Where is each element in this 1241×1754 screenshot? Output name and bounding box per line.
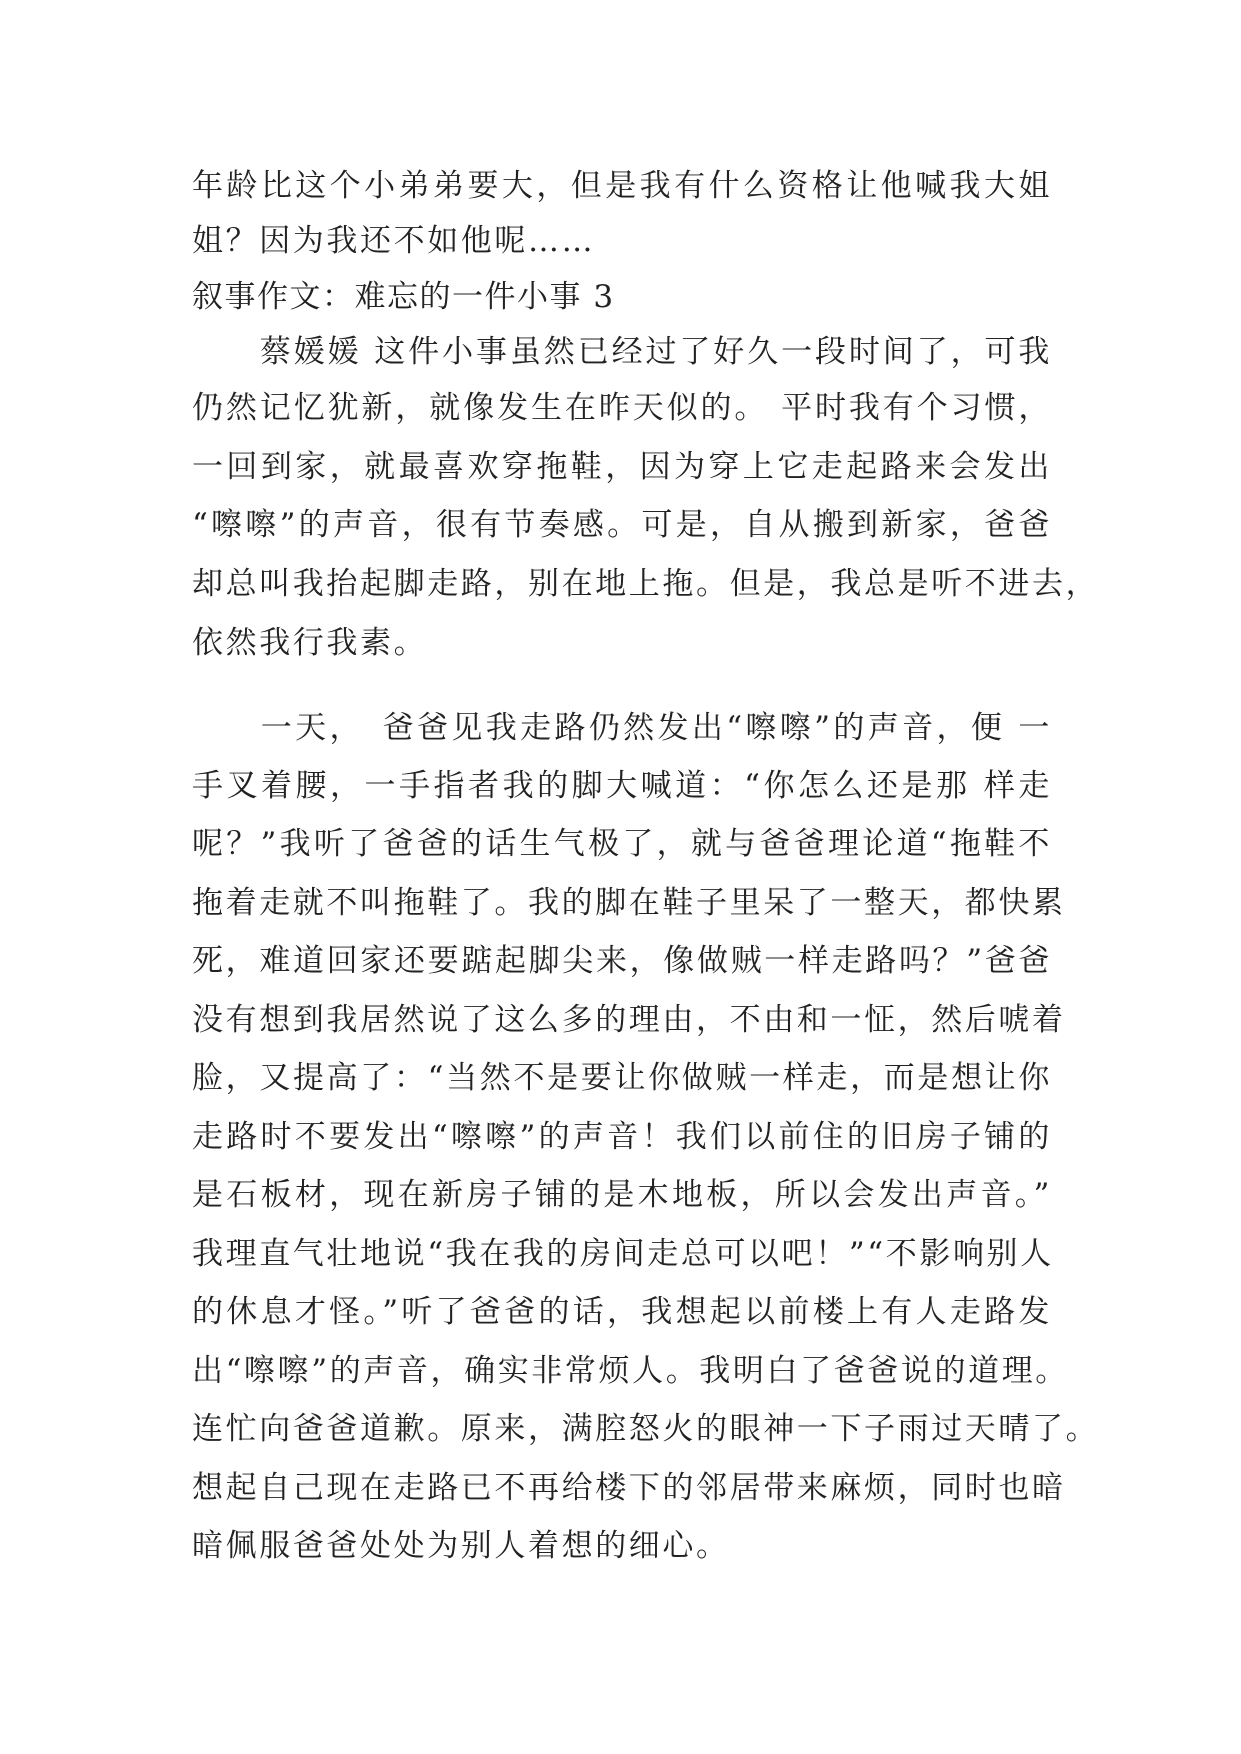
section-title: 叙事作文：难忘的一件小事 3 — [192, 279, 615, 315]
text-line: 想起自己现在走路已不再给楼下的邻居带来麻烦，同时也暗 — [192, 1470, 1066, 1506]
text-line: 连忙向爸爸道歉。原来，满腔怒火的眼神一下子雨过天晴了。 — [192, 1411, 1100, 1447]
text-line: 年龄比这个小弟弟要大，但是我有什么资格让他喊我大姐 — [192, 168, 1052, 204]
text-line: 死，难道回家还要踮起脚尖来，像做贼一样走路吗？”爸爸 — [192, 943, 1052, 979]
text-line: “嚓嚓”的声音，很有节奏感。可是，自从搬到新家，爸爸 — [192, 507, 1052, 543]
text-line: 没有想到我居然说了这么多的理由，不由和一怔，然后唬着 — [192, 1002, 1066, 1038]
text-line: 依然我行我素。 — [192, 625, 428, 661]
text-line: 出“嚓嚓”的声音，确实非常烦人。我明白了爸爸说的道理。 — [192, 1353, 1069, 1389]
text-line: 手叉着腰，一手指者我的脚大喊道：“你怎么还是那 样走 — [192, 768, 1052, 804]
text-line: 脸，又提高了：“当然不是要让你做贼一样走，而是想让你 — [192, 1060, 1052, 1096]
text-line: 拖着走就不叫拖鞋了。我的脚在鞋子里呆了一整天，都快累 — [192, 885, 1066, 921]
text-line: 走路时不要发出“嚓嚓”的声音！我们以前住的旧房子铺的 — [192, 1119, 1052, 1155]
text-line: 是石板材，现在新房子铺的是木地板，所以会发出声音。” — [192, 1177, 1052, 1213]
text-line: 的休息才怪。”听了爸爸的话，我想起以前楼上有人走路发 — [192, 1294, 1052, 1330]
text-line: 呢？”我听了爸爸的话生气极了，就与爸爸理论道“拖鞋不 — [192, 826, 1052, 862]
text-line: 一天， 爸爸见我走路仍然发出“嚓嚓”的声音，便 一 — [192, 710, 1052, 746]
text-line: 仍然记忆犹新，就像发生在昨天似的。 平时我有个习惯， — [192, 390, 1052, 426]
text-line: 暗佩服爸爸处处为别人着想的细心。 — [192, 1528, 730, 1564]
text-line: 姐？因为我还不如他呢…… — [192, 223, 596, 259]
text-line: 却总叫我抬起脚走路，别在地上拖。但是，我总是听不进去， — [192, 566, 1100, 602]
text-line: 一回到家，就最喜欢穿拖鞋，因为穿上它走起路来会发出 — [192, 449, 1052, 485]
text-line: 我理直气壮地说“我在我的房间走总可以吧！”“不影响别人 — [192, 1236, 1054, 1272]
text-line: 蔡媛媛 这件小事虽然已经过了好久一段时间了，可我 — [192, 334, 1052, 370]
